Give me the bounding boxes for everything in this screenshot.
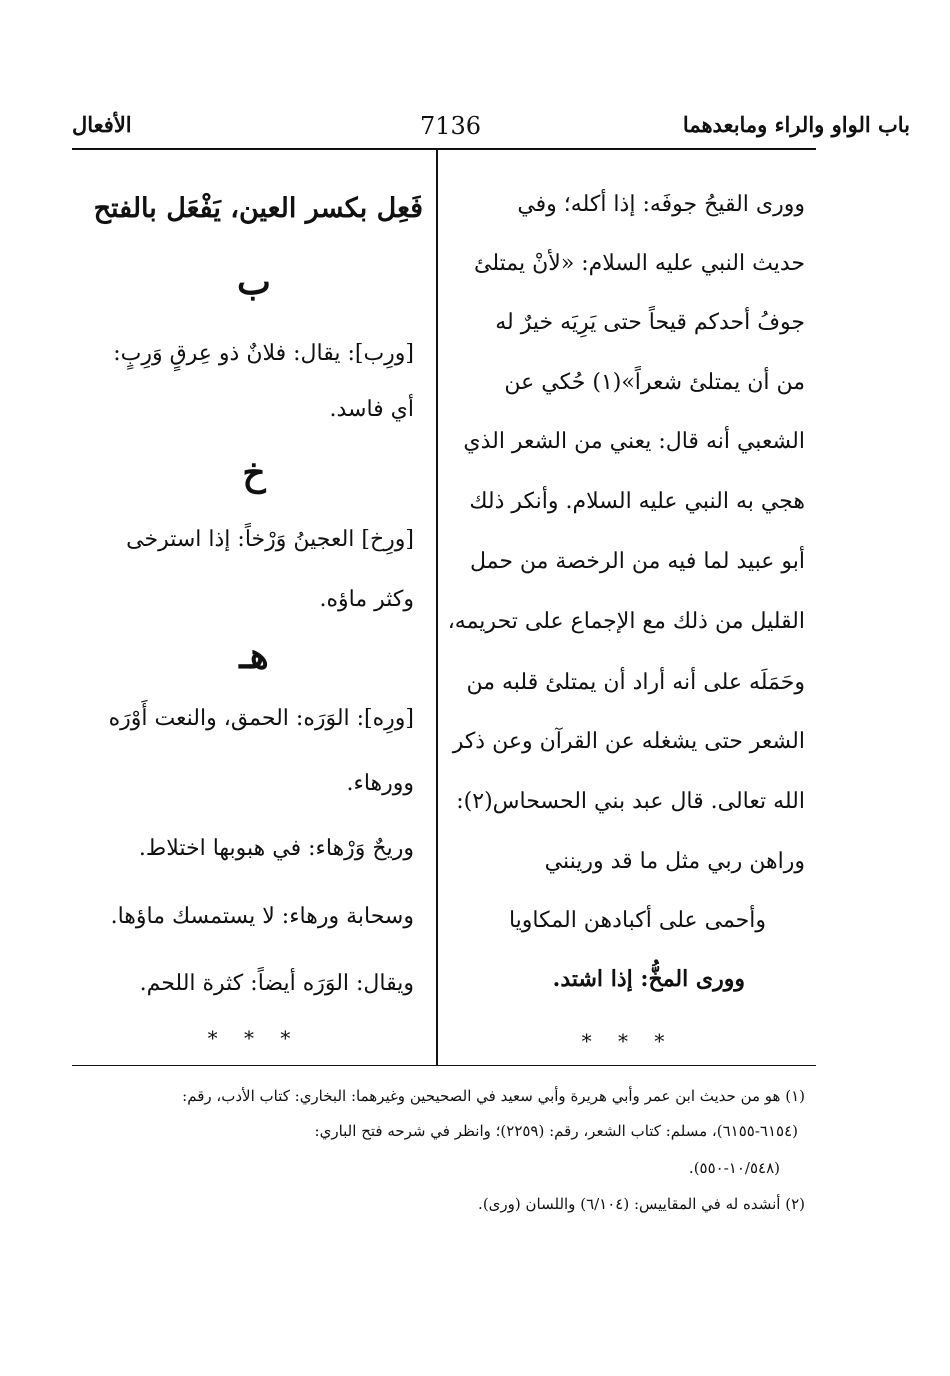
section-stars: * * * xyxy=(581,1029,675,1053)
text-line: وورى المخُّ: إذا اشتد. xyxy=(552,966,745,992)
letter-heading: هـ xyxy=(239,635,269,677)
footnote-1-line: (١) هو من حديث ابن عمر وأبي هريرة وأبي سعيد في الصحيحين وغيرهما: البخاري: كتاب الأدب، رقم: xyxy=(182,1087,805,1105)
text-line: هجي به النبي عليه السلام. وأنكر ذلك xyxy=(469,489,805,514)
entry-line: وريحٌ وَرْهاء: في هبوبها اختلاط. xyxy=(138,836,414,861)
text-line: جوفُ أحدكم قيحاً حتى يَرِيَه خيرٌ له xyxy=(495,310,805,335)
footnote-1-line: (٦١٥٤-٦١٥٥)، مسلم: كتاب الشعر، رقم: (٢٢٥٩)؛ وانظر في شرحه فتح الباري: xyxy=(314,1122,798,1140)
verse-line: وراهن ربي مثل ما قد ورينني xyxy=(544,849,805,874)
text-line: وحَمَلَه على أنه أراد أن يمتلئ قلبه من xyxy=(466,670,805,695)
text-line: حديث النبي عليه السلام: «لأنْ يمتلئ xyxy=(474,251,805,276)
text-line: الشعر حتى يشغله عن القرآن وعن ذكر xyxy=(452,729,805,754)
entry-line: [ورِب]: يقال: فلانٌ ذو عِرقٍ وَرِبٍ: xyxy=(113,341,414,366)
text-line: أبو عبيد لما فيه من الرخصة من حمل xyxy=(469,549,805,574)
entry-line: [ورِه]: الوَرَه: الحمق، والنعت أَوْرَه xyxy=(108,706,414,731)
footnote-rule xyxy=(72,1065,816,1066)
section-heading: فَعِل بكسر العين، يَفْعَل بالفتح xyxy=(93,193,423,224)
text-line: القليل من ذلك مع الإجماع على تحريمه، xyxy=(447,609,805,634)
verse-line: وأحمى على أكبادهن المكاويا xyxy=(508,908,766,933)
letter-heading: ب xyxy=(237,261,271,303)
header-rule xyxy=(72,148,816,150)
footnote-2: (٢) أنشده له في المقاييس: (٦/١٠٤) واللسان (ورى). xyxy=(478,1195,805,1213)
text-line: الله تعالى. قال عبد بني الحسحاس(٢): xyxy=(456,789,805,814)
footnote-1-line: (١٠/٥٤٨-٥٥٠). xyxy=(688,1159,780,1177)
entry-line: وكثر ماؤه. xyxy=(319,587,414,612)
text-line: من أن يمتلئ شعراً»(١) حُكي عن xyxy=(504,370,805,395)
letter-heading: خ xyxy=(242,452,266,494)
entry-line: [ورِخ] العجينُ وَرْخاً: إذا استرخى xyxy=(126,527,414,552)
text-line: الشعبي أنه قال: يعني من الشعر الذي xyxy=(463,429,805,454)
section-stars: * * * xyxy=(207,1026,301,1050)
entry-line: وسحابة ورهاء: لا يستمسك ماؤها. xyxy=(110,904,414,929)
page-number: 7136 xyxy=(420,112,482,140)
column-divider xyxy=(436,150,438,1065)
text-line: وورى القيحُ جوفَه: إذا أكله؛ وفي xyxy=(517,192,805,217)
running-title-left: الأفعال xyxy=(72,112,132,137)
entry-line: ويقال: الوَرَه أيضاً: كثرة اللحم. xyxy=(139,971,414,996)
running-title-right: باب الواو والراء ومابعدهما xyxy=(682,112,910,137)
entry-line: أي فاسد. xyxy=(329,397,414,422)
entry-line: وورهاء. xyxy=(346,771,414,796)
